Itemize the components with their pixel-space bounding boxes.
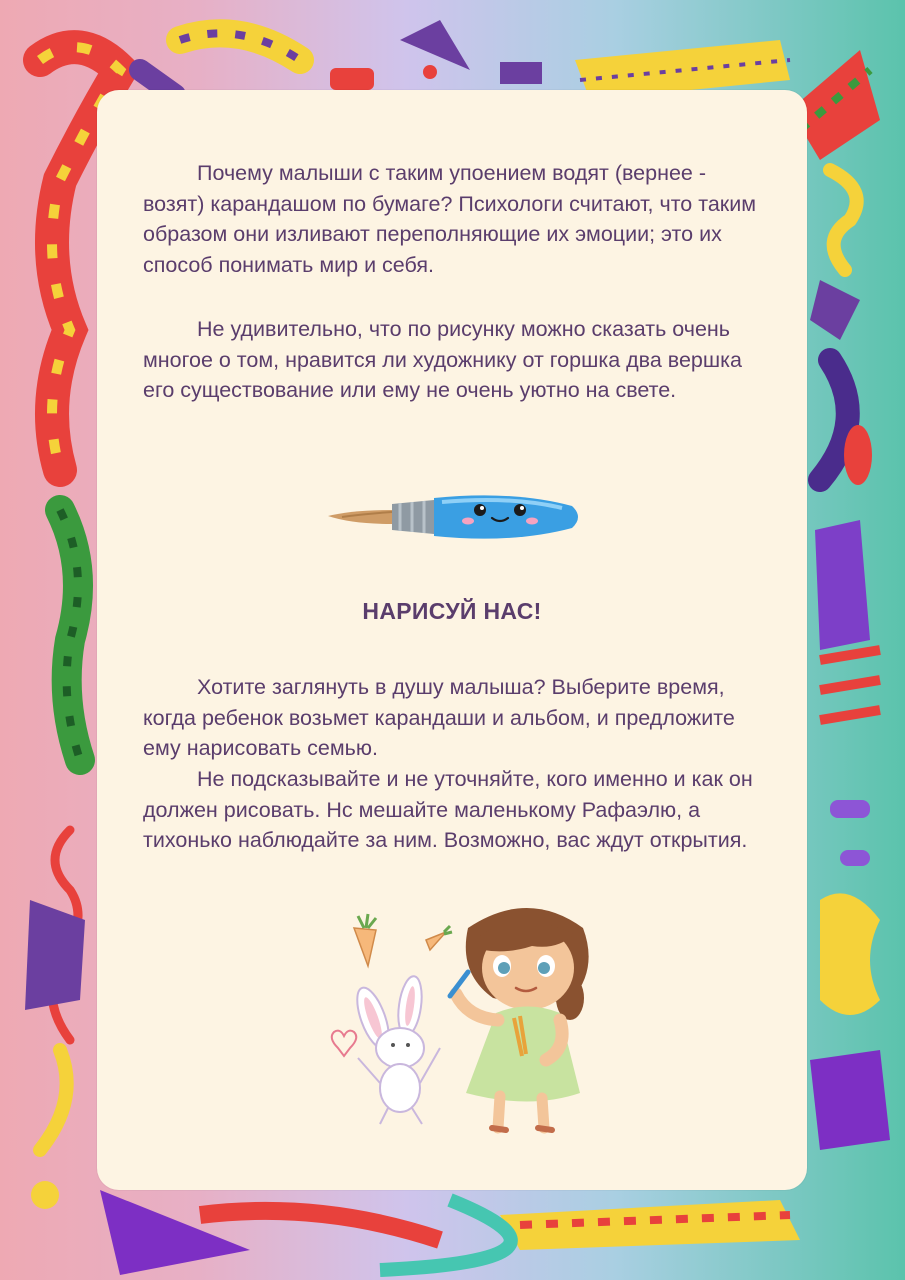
heart-icon bbox=[332, 1031, 357, 1056]
fourth-paragraph: Не подсказывайте и не уточняйте, кого именно и как он должен рисовать. Нс мешайте маленькому Рафаэлю, а тихонько наблюдайте за ним. Возможно, вас ждут открытия. bbox=[143, 767, 753, 852]
bunny-icon bbox=[351, 975, 440, 1124]
girl-drawing-illustration bbox=[318, 888, 608, 1143]
third-paragraph: Хотите заглянуть в душу малыша? Выберите время, когда ребенок возьмет карандаши и альбом, и предложите ему нарисовать семью. bbox=[143, 675, 735, 760]
paintbrush-icon bbox=[322, 488, 584, 551]
carrot-icon bbox=[354, 914, 452, 966]
girl-figure bbox=[450, 908, 589, 1130]
second-paragraph: Не удивительно, что по рисунку можно сказать очень многое о том, нравится ли художнику от горшка два вершка его существование или ему не очень уютно на свете. bbox=[143, 317, 742, 402]
intro-paragraph: Почему малыши с таким упоением водят (вернее - возят) карандашом по бумаге? Психологи считают, что таким образом они изливают переполняющие их эмоции; это их способ понимать мир и себя. bbox=[143, 161, 757, 277]
section-heading: НАРИСУЙ НАС! bbox=[362, 598, 542, 624]
